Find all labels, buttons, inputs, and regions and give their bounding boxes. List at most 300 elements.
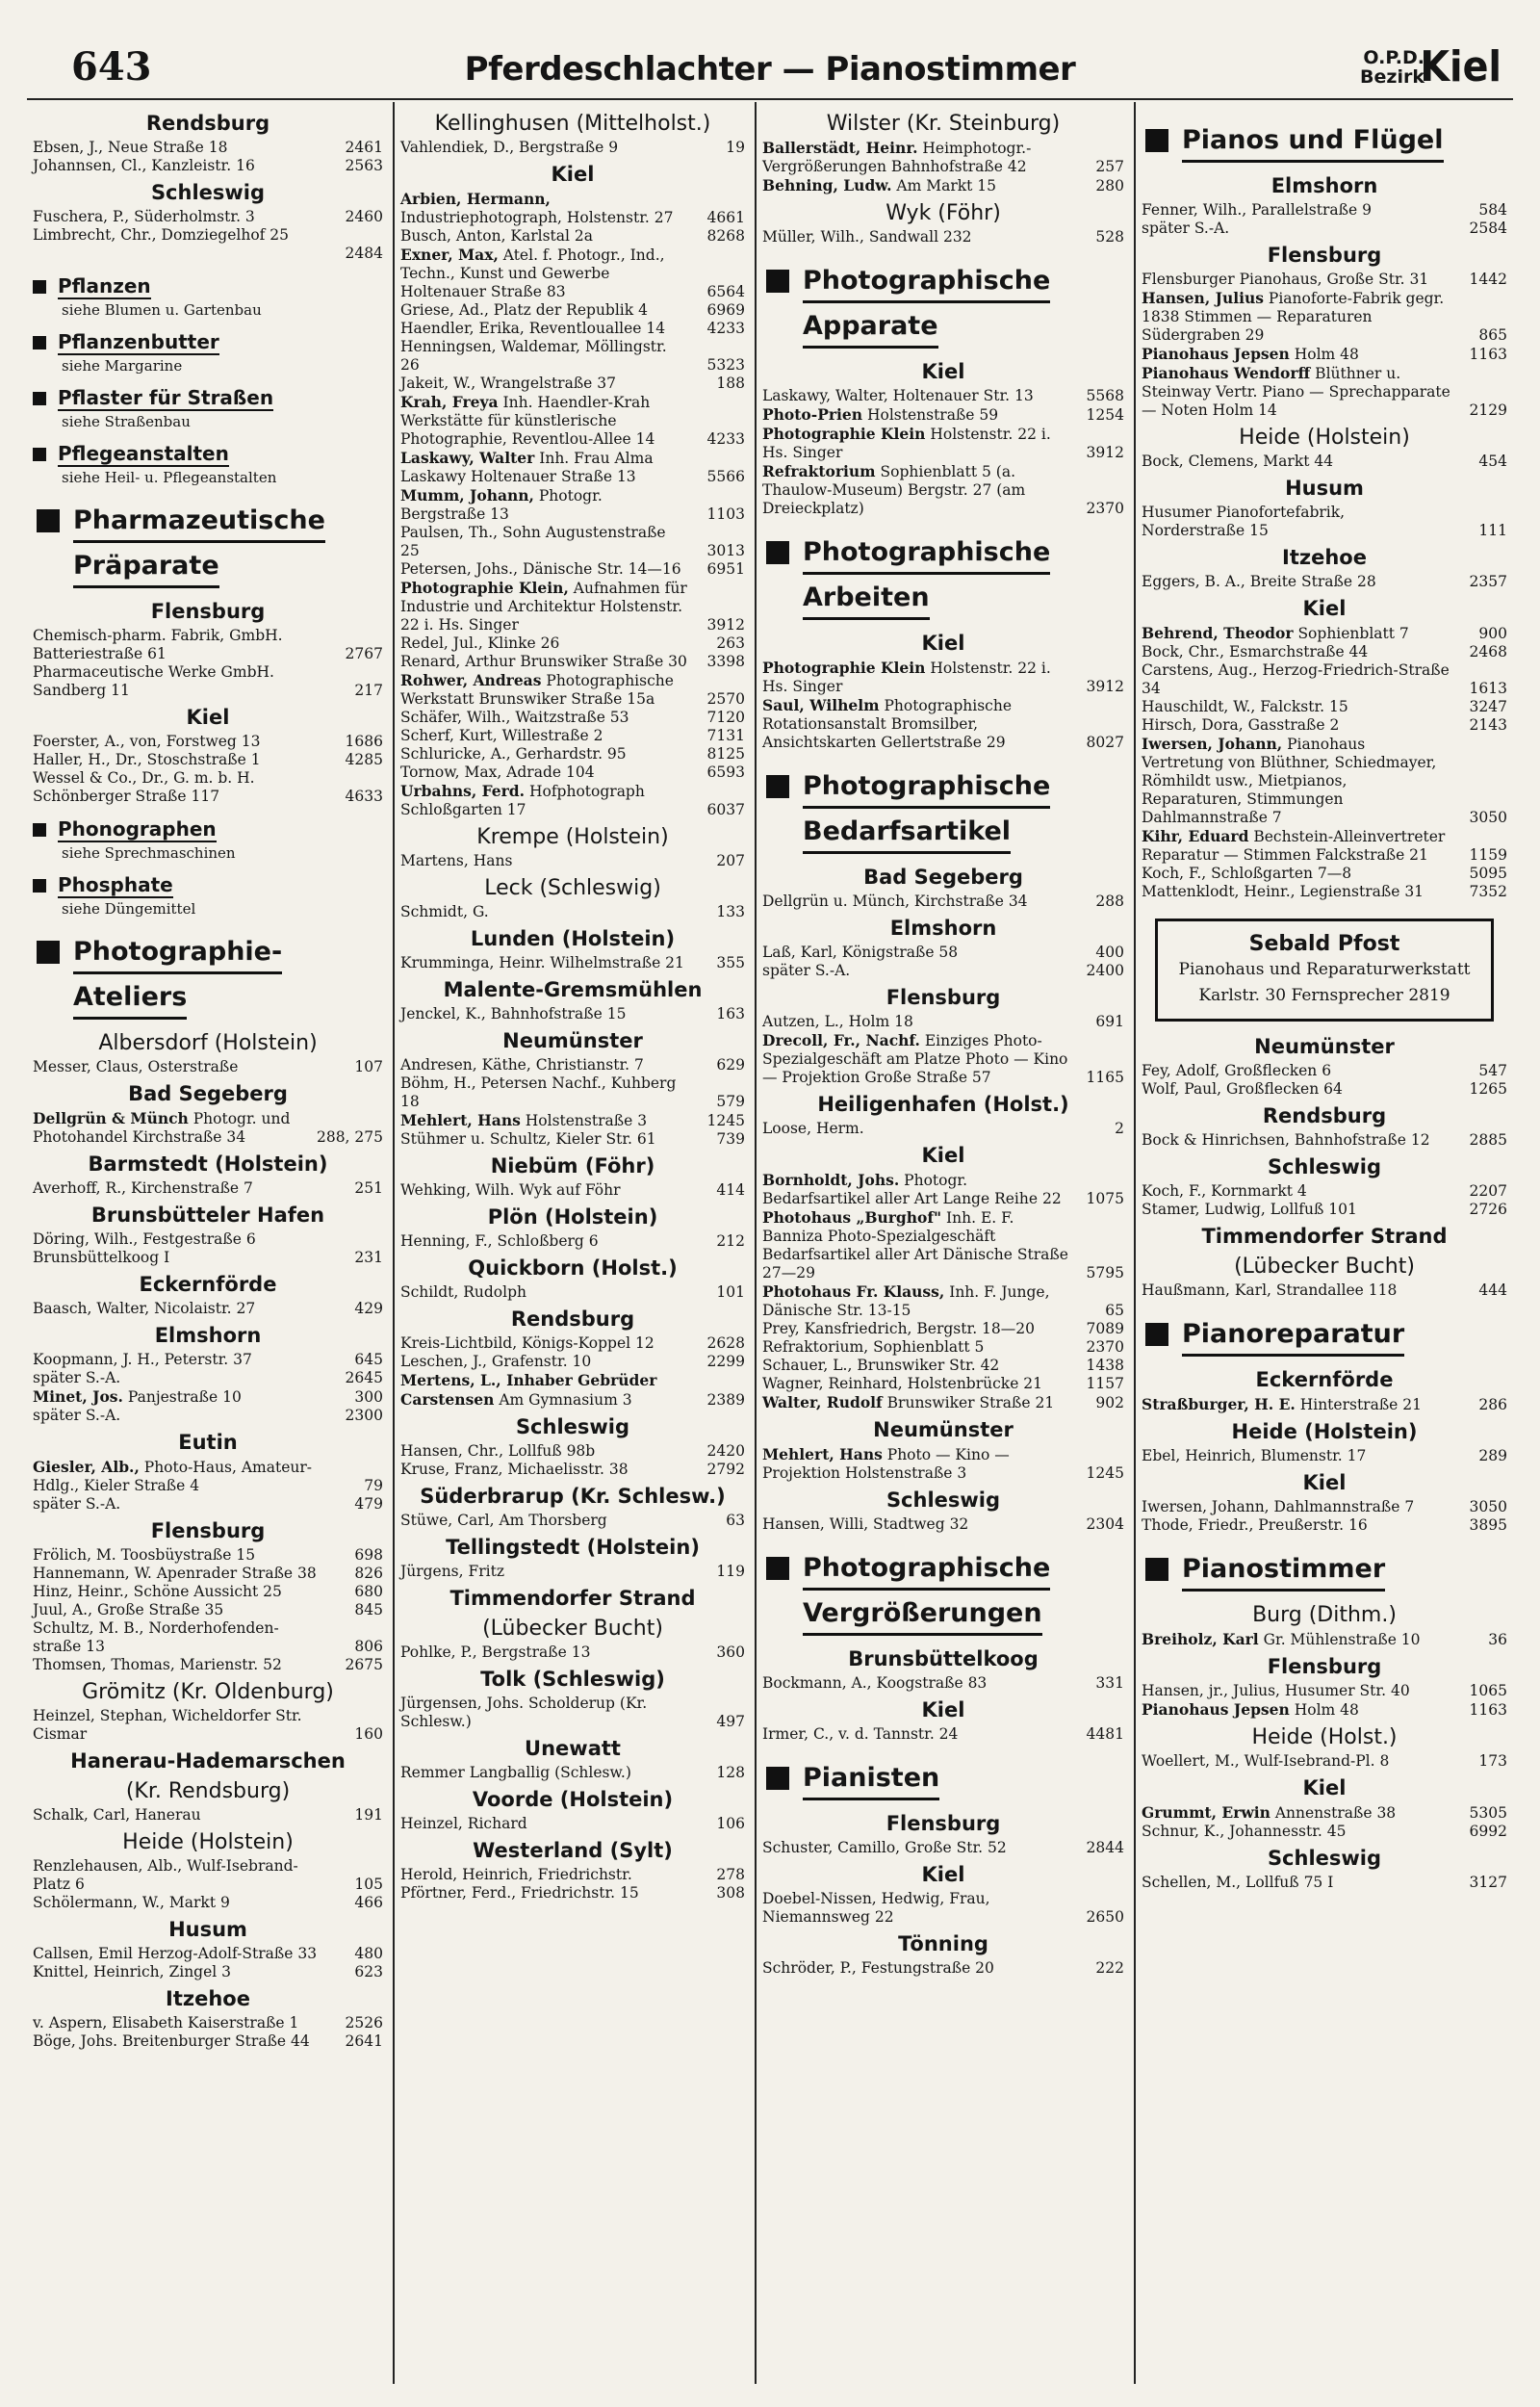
listing-entry bbox=[1142, 1447, 1507, 1465]
listing-entry bbox=[33, 663, 383, 700]
phone-number: 865 bbox=[1478, 326, 1507, 344]
phone-number: 231 bbox=[354, 1249, 383, 1266]
listing-entry bbox=[400, 1563, 745, 1581]
entry-name: Griese, Ad., Platz der Republik 4 bbox=[400, 301, 648, 319]
listing-entry bbox=[762, 1959, 1124, 1978]
listing-entry bbox=[33, 1619, 383, 1656]
phone-number: 4633 bbox=[345, 788, 383, 805]
phone-number: 289 bbox=[1478, 1447, 1507, 1464]
listing-entry bbox=[400, 486, 745, 524]
entry-name: Limbrecht, Chr., Domziegelhof 25 bbox=[33, 226, 290, 244]
category-label: Pflaster für Straßen bbox=[58, 386, 274, 409]
phone-number: 2460 bbox=[345, 208, 383, 225]
phone-number: 2526 bbox=[345, 2014, 383, 2032]
entry-name: Wolf, Paul, Großflecken 64 bbox=[1142, 1080, 1343, 1098]
section-title bbox=[803, 1759, 939, 1804]
entry-name: Laskawy, Walter Inh. Frau Alma Laskawy Holtenauer Straße 13 bbox=[400, 449, 654, 485]
entry-name: Koch, F., Kornmarkt 4 bbox=[1142, 1182, 1307, 1200]
entry-name: Hansen, jr., Julius, Husumer Str. 40 bbox=[1142, 1682, 1410, 1699]
town-heading: Krempe (Holstein) bbox=[476, 825, 669, 849]
entry-name: Iwersen, Johann, Dahlmannstraße 7 bbox=[1142, 1498, 1415, 1515]
entry-name: Jenckel, K., Bahnhofstraße 15 bbox=[400, 1005, 627, 1022]
entry-name: Leschen, J., Grafenstr. 10 bbox=[400, 1353, 592, 1370]
town-heading: (Lübecker Bucht) bbox=[1234, 1255, 1415, 1279]
listing-entry bbox=[1142, 1201, 1507, 1219]
listing-entry bbox=[1142, 1182, 1507, 1201]
entry-name: Prey, Kansfriedrich, Bergstr. 18—20 bbox=[762, 1320, 1035, 1337]
category-heading bbox=[33, 442, 383, 467]
entry-name: Wessel & Co., Dr., G. m. b. H. Schönberger Straße 117 bbox=[33, 769, 255, 805]
listing-entry bbox=[400, 709, 745, 727]
phone-number: 2484 bbox=[345, 245, 383, 262]
section-heading bbox=[1142, 1550, 1507, 1595]
square-bullet-icon bbox=[33, 280, 46, 294]
town-heading: Schleswig bbox=[886, 1488, 1001, 1512]
entry-name: Remmer Langballig (Schlesw.) bbox=[400, 1764, 631, 1781]
category-label: Pflegeanstalten bbox=[58, 442, 229, 465]
entry-name: Stüwe, Carl, Am Thorsberg bbox=[400, 1512, 607, 1529]
town-heading: (Lübecker Bucht) bbox=[482, 1617, 663, 1641]
entry-name: Photographie Klein, Aufnahmen für Industrie und Architektur Holstenstr. 22 i. Hs. Singer bbox=[400, 579, 687, 634]
town-heading: Heide (Holstein) bbox=[1231, 1420, 1418, 1443]
entry-name: Pianohaus Wendorff Blüthner u. Steinway Vertr. Piano — Sprechapparate — Noten Holm 14 bbox=[1142, 364, 1450, 419]
listing-entry bbox=[400, 1815, 745, 1833]
entry-name: Carstens, Aug., Herzog-Friedrich-Straße 34 bbox=[1142, 661, 1450, 697]
town-heading: Lunden (Holstein) bbox=[470, 927, 676, 950]
entry-name: Kihr, Eduard Bechstein-Alleinvertreter Reparatur — Stimmen Falckstraße 21 bbox=[1142, 827, 1446, 864]
town-heading: Heide (Holstein) bbox=[1239, 426, 1410, 450]
entry-name: Behning, Ludw. Am Markt 15 bbox=[762, 176, 997, 194]
category-label: Pflanzenbutter bbox=[58, 330, 219, 353]
district-name: Kiel bbox=[1420, 42, 1502, 91]
square-bullet-icon bbox=[766, 1767, 789, 1790]
town-heading: Schleswig bbox=[150, 181, 266, 204]
entry-name: Haußmann, Karl, Strandallee 118 bbox=[1142, 1281, 1398, 1299]
entry-name: Flensburger Pianohaus, Große Str. 31 bbox=[1142, 271, 1429, 288]
phone-number: 188 bbox=[716, 375, 745, 392]
section-heading bbox=[33, 933, 383, 1023]
entry-name: Schölermann, W., Markt 9 bbox=[33, 1894, 230, 1911]
listing-entry bbox=[400, 764, 745, 782]
square-bullet-icon bbox=[1145, 1558, 1168, 1581]
phone-number: 7089 bbox=[1086, 1320, 1124, 1337]
entry-name: Arbien, Hermann, Industriephotograph, Holstenstr. 27 bbox=[400, 190, 674, 226]
phone-number: 288 bbox=[1095, 893, 1124, 910]
listing-entry bbox=[1142, 1062, 1507, 1080]
entry-name: Schauer, L., Brunswiker Str. 42 bbox=[762, 1357, 1000, 1374]
listing-entry bbox=[762, 893, 1124, 911]
square-bullet-icon bbox=[33, 448, 46, 461]
listing-entry bbox=[1142, 201, 1507, 220]
entry-name: Döring, Wilh., Festgestraße 6 Brunsbüttelkoog I bbox=[33, 1230, 256, 1266]
column-1 bbox=[27, 102, 389, 2384]
phone-number: 106 bbox=[716, 1815, 745, 1832]
page-number: 643 bbox=[71, 44, 152, 90]
entry-name: Bockmann, A., Koogstraße 83 bbox=[762, 1674, 988, 1692]
listing-entry bbox=[1142, 1700, 1507, 1720]
phone-number: 902 bbox=[1095, 1394, 1124, 1411]
listing-entry bbox=[33, 733, 383, 751]
town-heading: Brunsbütteler Hafen bbox=[90, 1204, 325, 1227]
entry-name: Ballerstädt, Heinr. Heimphotogr.-Vergrößerungen Bahnhofstraße 42 bbox=[762, 139, 1032, 175]
entry-name: Woellert, M., Wulf-Isebrand-Pl. 8 bbox=[1142, 1752, 1390, 1770]
entry-name: Averhoff, R., Kirchenstraße 7 bbox=[33, 1179, 253, 1197]
square-bullet-icon bbox=[37, 509, 60, 532]
section-title bbox=[1182, 1315, 1404, 1360]
entry-name: Renzlehausen, Alb., Wulf-Isebrand-Platz 6 bbox=[33, 1857, 298, 1893]
listing-entry bbox=[400, 1764, 745, 1782]
listing-entry bbox=[33, 245, 383, 263]
entry-name: Schalk, Carl, Hanerau bbox=[33, 1806, 201, 1824]
listing-entry bbox=[1142, 883, 1507, 901]
phone-number: 900 bbox=[1478, 625, 1507, 642]
phone-number: 1613 bbox=[1469, 680, 1507, 697]
listing-entry bbox=[1142, 624, 1507, 643]
section-title bbox=[1182, 121, 1444, 167]
listing-entry bbox=[33, 2014, 383, 2032]
phone-number: 414 bbox=[716, 1181, 745, 1199]
listing-entry bbox=[400, 653, 745, 671]
phone-number: 2129 bbox=[1469, 401, 1507, 419]
section-title bbox=[803, 533, 1050, 624]
town-heading: Neumünster bbox=[502, 1029, 643, 1052]
phone-number: 2207 bbox=[1469, 1182, 1507, 1200]
town-heading: Husum bbox=[168, 1918, 247, 1941]
category-heading bbox=[33, 274, 383, 299]
entry-name: Eggers, B. A., Breite Straße 28 bbox=[1142, 573, 1376, 590]
phone-number: 160 bbox=[354, 1725, 383, 1743]
listing-entry bbox=[762, 1208, 1124, 1282]
listing-entry bbox=[400, 1005, 745, 1023]
listing-entry bbox=[33, 1179, 383, 1198]
listing-entry bbox=[400, 338, 745, 375]
phone-number: 101 bbox=[716, 1283, 745, 1301]
entry-name: Hansen, Julius Pianoforte-Fabrik gegr. 1838 Stimmen — Reparaturen Südergraben 29 bbox=[1142, 289, 1445, 344]
phone-number: 698 bbox=[354, 1546, 383, 1564]
listing-entry bbox=[400, 1884, 745, 1902]
listing-entry bbox=[1142, 1131, 1507, 1150]
section-title-line: Photographische bbox=[803, 1549, 1050, 1591]
section-heading bbox=[762, 533, 1124, 624]
town-heading: Grömitz (Kr. Oldenburg) bbox=[82, 1680, 334, 1704]
phone-number: 1163 bbox=[1469, 346, 1507, 363]
town-heading: Flensburg bbox=[150, 1519, 266, 1542]
listing-entry bbox=[33, 1963, 383, 1981]
section-title-line: Photographische bbox=[803, 533, 1050, 575]
entry-name: Busch, Anton, Karlstal 2a bbox=[400, 227, 594, 245]
entry-name: Photographie Klein Holstenstr. 22 i. Hs. Singer bbox=[762, 659, 1051, 695]
category-label: Pflanzen bbox=[58, 274, 151, 298]
listing-entry bbox=[762, 1031, 1124, 1087]
phone-number: 5566 bbox=[706, 468, 745, 485]
section-title-line: Ateliers bbox=[73, 978, 187, 1020]
phone-number: 8125 bbox=[706, 745, 745, 763]
town-heading: Bad Segeberg bbox=[863, 866, 1023, 889]
listing-entry bbox=[33, 1894, 383, 1912]
listing-entry bbox=[762, 405, 1124, 425]
section-title bbox=[73, 933, 282, 1023]
listing-entry bbox=[400, 1074, 745, 1111]
running-title: Pferdeschlachter — Pianostimmer bbox=[464, 50, 1076, 89]
entry-name: Juul, A., Große Straße 35 bbox=[33, 1601, 224, 1618]
town-heading: Neumünster bbox=[873, 1418, 1014, 1441]
town-heading: Kiel bbox=[921, 1144, 965, 1167]
entry-name: Wehking, Wilh. Wyk auf Föhr bbox=[400, 1181, 621, 1199]
listing-entry bbox=[33, 769, 383, 806]
town-heading: Albersdorf (Holstein) bbox=[98, 1031, 318, 1055]
phone-number: 288, 275 bbox=[316, 1128, 383, 1146]
listing-entry bbox=[400, 524, 745, 560]
listing-entry bbox=[33, 1058, 383, 1076]
phone-number: 217 bbox=[354, 682, 383, 699]
cross-reference: siehe Straßenbau bbox=[62, 413, 191, 430]
phone-number: 826 bbox=[354, 1565, 383, 1582]
phone-number: 623 bbox=[354, 1963, 383, 1980]
phone-number: 251 bbox=[354, 1179, 383, 1197]
phone-number: 3127 bbox=[1469, 1874, 1507, 1891]
phone-number: 1442 bbox=[1469, 271, 1507, 288]
town-heading: Kiel bbox=[921, 1863, 965, 1886]
phone-number: 479 bbox=[354, 1495, 383, 1513]
phone-number: 65 bbox=[1105, 1302, 1124, 1319]
listing-entry bbox=[1142, 1752, 1507, 1771]
phone-number: 2389 bbox=[706, 1391, 745, 1409]
town-heading: Kiel bbox=[921, 360, 965, 383]
town-heading: Flensburg bbox=[886, 1812, 1001, 1835]
listing-entry bbox=[33, 1458, 383, 1495]
phone-number: 2767 bbox=[345, 645, 383, 662]
square-bullet-icon bbox=[766, 270, 789, 293]
district-label bbox=[1360, 48, 1424, 87]
phone-number: 2844 bbox=[1086, 1839, 1124, 1856]
phone-number: 212 bbox=[716, 1232, 745, 1250]
square-bullet-icon bbox=[33, 392, 46, 405]
listing-entry bbox=[400, 1232, 745, 1251]
town-heading: Heide (Holst.) bbox=[1251, 1725, 1398, 1749]
entry-name: Andresen, Käthe, Christianstr. 7 bbox=[400, 1056, 644, 1074]
phone-number: 466 bbox=[354, 1894, 383, 1911]
phone-number: 2584 bbox=[1469, 220, 1507, 237]
entry-name: Martens, Hans bbox=[400, 852, 513, 869]
entry-name: Dellgrün u. Münch, Kirchstraße 34 bbox=[762, 893, 1028, 910]
square-bullet-icon bbox=[1145, 129, 1168, 152]
entry-name: Pianohaus Jepsen Holm 48 bbox=[1142, 1700, 1359, 1719]
phone-number: 2885 bbox=[1469, 1131, 1507, 1149]
square-bullet-icon bbox=[1145, 1323, 1168, 1346]
entry-name: Grummt, Erwin Annenstraße 38 bbox=[1142, 1803, 1397, 1822]
page-header bbox=[27, 39, 1513, 100]
entry-name: Bock & Hinrichsen, Bahnhofstraße 12 bbox=[1142, 1131, 1430, 1149]
entry-name: Mattenklodt, Heinr., Legienstraße 31 bbox=[1142, 883, 1424, 900]
entry-name: Jürgensen, Johs. Scholderup (Kr. Schlesw.) bbox=[400, 1695, 648, 1730]
listing-entry bbox=[400, 449, 745, 486]
entry-name: Saul, Wilhelm Photographische Rotationsanstalt Bromsilber, Ansichtskarten Gellertstraße 29 bbox=[762, 696, 1012, 751]
entry-name: Laß, Karl, Königstraße 58 bbox=[762, 944, 959, 961]
town-heading: Rendsburg bbox=[145, 112, 270, 135]
phone-number: 2570 bbox=[706, 690, 745, 708]
cross-reference: siehe Düngemittel bbox=[62, 900, 196, 918]
town-heading: Tellingstedt (Holstein) bbox=[446, 1536, 700, 1559]
entry-name: Haendler, Erika, Reventlouallee 14 bbox=[400, 320, 666, 337]
entry-name: Autzen, L., Holm 18 bbox=[762, 1013, 913, 1030]
phone-number: 128 bbox=[716, 1764, 745, 1781]
phone-number: 2645 bbox=[345, 1369, 383, 1386]
entry-name: Bock, Clemens, Markt 44 bbox=[1142, 453, 1334, 470]
entry-name: Hirsch, Dora, Gasstraße 2 bbox=[1142, 716, 1340, 734]
opd-label: O.P.D. bbox=[1363, 47, 1424, 68]
entry-name: Pförtner, Ferd., Friedrichstr. 15 bbox=[400, 1884, 639, 1902]
town-heading: Itzehoe bbox=[1282, 546, 1367, 569]
entry-name: Callsen, Emil Herzog-Adolf-Straße 33 bbox=[33, 1945, 318, 1962]
section-title-line: Apparate bbox=[803, 307, 938, 349]
listing-entry bbox=[1142, 271, 1507, 289]
section-title-line: Photographie- bbox=[73, 933, 282, 974]
town-heading: Wilster (Kr. Steinburg) bbox=[826, 112, 1061, 136]
listing-entry bbox=[762, 1338, 1124, 1357]
listing-entry bbox=[400, 375, 745, 393]
ad-line: Karlstr. 30 Fernsprecher 2819 bbox=[1198, 986, 1450, 1005]
town-heading: Kiel bbox=[921, 632, 965, 655]
listing-entry bbox=[1142, 1080, 1507, 1099]
listing-entry bbox=[762, 139, 1124, 176]
listing-entry bbox=[1142, 661, 1507, 698]
section-title bbox=[803, 1549, 1050, 1640]
phone-number: 163 bbox=[716, 1005, 745, 1022]
entry-name: später S.-A. bbox=[1142, 220, 1230, 237]
listing-entry bbox=[400, 745, 745, 764]
entry-name: Schmidt, G. bbox=[400, 903, 489, 920]
entry-name: Ebel, Heinrich, Blumenstr. 17 bbox=[1142, 1447, 1367, 1464]
listing-entry bbox=[1142, 865, 1507, 883]
listing-entry bbox=[1142, 735, 1507, 827]
phone-number: 360 bbox=[716, 1643, 745, 1661]
listing-entry bbox=[400, 1111, 745, 1130]
phone-number: 7352 bbox=[1469, 883, 1507, 900]
section-title-line: Pharmazeutische bbox=[73, 502, 325, 543]
listing-entry bbox=[762, 1515, 1124, 1534]
phone-number: 280 bbox=[1095, 177, 1124, 194]
town-heading: Niebüm (Föhr) bbox=[490, 1154, 655, 1178]
category-label: Phosphate bbox=[58, 873, 173, 896]
listing-entry bbox=[33, 1109, 383, 1147]
entry-name: Koopmann, J. H., Peterstr. 37 bbox=[33, 1351, 252, 1368]
entry-name: Iwersen, Johann, Pianohaus Vertretung von Blüthner, Schiedmayer, Römhildt usw., Mietpianos, Reparaturen, Stimmungen Dahlmannstraße 7 bbox=[1142, 735, 1437, 826]
listing-entry bbox=[762, 1120, 1124, 1138]
entry-name: Jürgens, Fritz bbox=[400, 1563, 505, 1580]
town-heading: Barmstedt (Holstein) bbox=[88, 1152, 328, 1176]
listing-entry bbox=[1142, 1630, 1507, 1649]
listing-entry bbox=[762, 387, 1124, 405]
entry-name: Wagner, Reinhard, Holstenbrücke 21 bbox=[762, 1375, 1043, 1392]
phone-number: 331 bbox=[1095, 1674, 1124, 1692]
town-heading: Eckernförde bbox=[1255, 1368, 1394, 1391]
category-label: Phonographen bbox=[58, 817, 217, 841]
phone-number: 4233 bbox=[706, 430, 745, 448]
listing-entry bbox=[762, 1674, 1124, 1693]
phone-number: 6992 bbox=[1469, 1823, 1507, 1840]
phone-number: 207 bbox=[716, 852, 745, 869]
phone-number: 3050 bbox=[1469, 1498, 1507, 1515]
town-heading: Elmshorn bbox=[1270, 174, 1378, 197]
entry-name: Koch, F., Schloßgarten 7—8 bbox=[1142, 865, 1352, 882]
phone-number: 3247 bbox=[1469, 698, 1507, 715]
entry-name: Fenner, Wilh., Parallelstraße 9 bbox=[1142, 201, 1372, 219]
phone-number: 286 bbox=[1478, 1396, 1507, 1413]
town-heading: Leck (Schleswig) bbox=[484, 876, 661, 900]
phone-number: 691 bbox=[1095, 1013, 1124, 1030]
listing-entry bbox=[33, 1583, 383, 1601]
entry-name: Böhm, H., Petersen Nachf., Kuhberg 18 bbox=[400, 1074, 677, 1110]
entry-name: Petersen, Johs., Dänische Str. 14—16 bbox=[400, 560, 681, 578]
phone-number: 133 bbox=[716, 903, 745, 920]
entry-name: v. Aspern, Elisabeth Kaiserstraße 1 bbox=[33, 2014, 299, 2032]
phone-number: 497 bbox=[716, 1713, 745, 1730]
listing-entry bbox=[762, 944, 1124, 962]
entry-name: Husumer Pianofortefabrik, Norderstraße 15 bbox=[1142, 504, 1346, 539]
listing-entry bbox=[762, 1445, 1124, 1483]
phone-number: 400 bbox=[1095, 944, 1124, 961]
listing-entry bbox=[400, 139, 745, 157]
town-heading: Schleswig bbox=[1267, 1847, 1382, 1870]
phone-number: 119 bbox=[716, 1563, 745, 1580]
listing-entry bbox=[400, 1461, 745, 1479]
ad-line: Pianohaus und Reparaturwerkstatt bbox=[1178, 960, 1471, 979]
entry-name: Schellen, M., Lollfuß 75 I bbox=[1142, 1874, 1334, 1891]
town-heading: Timmendorfer Strand bbox=[449, 1587, 696, 1610]
entry-name: später S.-A. bbox=[762, 962, 851, 979]
entry-name: Schultz, M. B., Norderhofenden-straße 13 bbox=[33, 1619, 279, 1655]
listing-entry bbox=[762, 1839, 1124, 1857]
listing-entry bbox=[33, 157, 383, 175]
listing-entry bbox=[1142, 504, 1507, 540]
phone-number: 3050 bbox=[1469, 809, 1507, 826]
section-title-line: Vergrößerungen bbox=[803, 1594, 1042, 1636]
listing-entry bbox=[400, 1056, 745, 1074]
square-bullet-icon bbox=[766, 1557, 789, 1580]
phone-number: 173 bbox=[1478, 1752, 1507, 1770]
entry-name: Knittel, Heinrich, Zingel 3 bbox=[33, 1963, 232, 1980]
town-heading: Flensburg bbox=[150, 600, 266, 623]
entry-name: Schluricke, A., Gerhardstr. 95 bbox=[400, 745, 627, 763]
phone-number: 2370 bbox=[1086, 500, 1124, 517]
entry-name: Krumminga, Heinr. Wilhelmstraße 21 bbox=[400, 954, 684, 971]
phone-number: 1103 bbox=[706, 505, 745, 523]
listing-entry bbox=[762, 1171, 1124, 1208]
entry-name: Stamer, Ludwig, Lollfuß 101 bbox=[1142, 1201, 1357, 1218]
listing-entry bbox=[1142, 345, 1507, 364]
town-heading: Timmendorfer Strand bbox=[1201, 1225, 1448, 1248]
entry-name: Heinzel, Stephan, Wicheldorfer Str. Cismar bbox=[33, 1707, 302, 1743]
town-heading: Rendsburg bbox=[1262, 1104, 1387, 1127]
section-heading bbox=[1142, 1315, 1507, 1360]
entry-name: Krah, Freya Inh. Haendler-Krah Werkstätte für künstlerische Photographie, Reventlou-Allee 14 bbox=[400, 393, 655, 448]
phone-number: 2420 bbox=[706, 1442, 745, 1460]
listing-entry bbox=[1142, 453, 1507, 471]
listing-entry bbox=[33, 1300, 383, 1318]
phone-number: 2370 bbox=[1086, 1338, 1124, 1356]
section-title-line: Photographische bbox=[803, 262, 1050, 303]
listing-entry bbox=[400, 227, 745, 246]
entry-name: Hansen, Chr., Lollfuß 98b bbox=[400, 1442, 596, 1460]
town-heading: Kiel bbox=[921, 1698, 965, 1721]
town-heading: Kiel bbox=[1302, 597, 1347, 620]
phone-number: 454 bbox=[1478, 453, 1507, 470]
listing-entry bbox=[33, 139, 383, 157]
phone-number: 8027 bbox=[1086, 734, 1124, 751]
listing-entry bbox=[762, 696, 1124, 752]
phone-number: 2304 bbox=[1086, 1515, 1124, 1533]
entry-name: Frölich, M. Toosbüystraße 15 bbox=[33, 1546, 256, 1564]
